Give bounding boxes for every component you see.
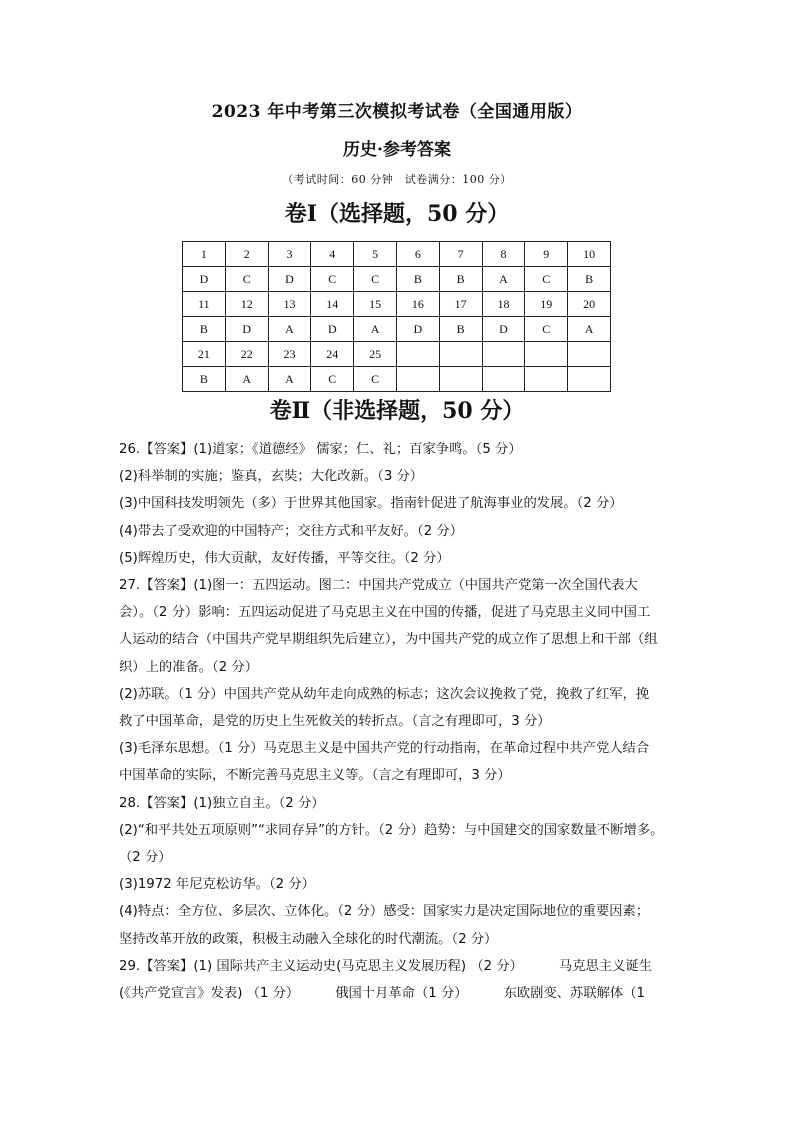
answer-line: (2)苏联。（1 分）中国共产党从幼年走向成熟的标志；这次会议挽救了党，挽救了红军，挽 (119, 686, 650, 702)
answer-line: 救了中国革命，是党的历史上生死攸关的转折点。（言之有理即可，3 分） (119, 714, 551, 730)
answer-cell: C (354, 367, 397, 392)
answer-cell: B (439, 317, 482, 342)
question-number-cell: 2 (225, 242, 268, 267)
answer-cell: A (354, 317, 397, 342)
choice-answer-table (182, 241, 611, 392)
answer-cell: D (268, 267, 311, 292)
answer-line: (4)带去了受欢迎的中国特产；交往方式和平友好。（2 分） (119, 523, 463, 539)
answer-cell (482, 367, 525, 392)
answer-cell: B (439, 267, 482, 292)
question-number-cell (396, 342, 439, 367)
question-number-cell: 20 (568, 292, 611, 317)
answer-line: 织）上的准备。（2 分） (119, 659, 259, 675)
question-number-row (183, 342, 611, 367)
question-number-cell: 5 (354, 242, 397, 267)
answer-line: 会）。（2 分）影响：五四运动促进了马克思主义在中国的传播，促进了马克思主义同中国工 (119, 605, 651, 621)
question-number-cell (482, 342, 525, 367)
answer-cell: D (225, 317, 268, 342)
question-number-cell: 25 (354, 342, 397, 367)
answer-line: 27.【答案】(1)图一：五四运动。图二：中国共产党成立（中国共产党第一次全国代表大 (119, 578, 638, 594)
question-number-cell: 1 (183, 242, 226, 267)
answer-cell: A (225, 367, 268, 392)
answer-cell: A (268, 367, 311, 392)
answer-cell: C (354, 267, 397, 292)
answer-cell (439, 367, 482, 392)
q29-text-c: (《共产党宣言》发表) （1 分） (119, 986, 300, 1002)
answer-cell: B (568, 267, 611, 292)
answer-cell (568, 367, 611, 392)
question-number-cell: 22 (225, 342, 268, 367)
answer-line: (2)“和平共处五项原则”“求同存异”的方针。（2 分）趋势：与中国建交的国家数量不断增多。 (119, 822, 664, 838)
answer-cell: C (525, 267, 568, 292)
answer-cell: C (311, 367, 354, 392)
answer-cell (396, 367, 439, 392)
question-number-cell: 18 (482, 292, 525, 317)
question-number-cell: 13 (268, 292, 311, 317)
answer-line: （2 分） (119, 850, 172, 866)
answer-cell: C (311, 267, 354, 292)
answer-line-q29-1 (119, 953, 684, 980)
q29-text-a: 29.【答案】(1) 国际共产主义运动史(马克思主义发展历程) （2 分） (119, 958, 523, 974)
question-number-cell: 11 (183, 292, 226, 317)
answer-cell: B (396, 267, 439, 292)
q29-text-d: 俄国十月革命（1 分） (335, 986, 468, 1002)
answer-cell: D (311, 317, 354, 342)
answer-cell: B (183, 317, 226, 342)
question-number-cell: 9 (525, 242, 568, 267)
answer-cell: D (482, 317, 525, 342)
question-number-cell: 12 (225, 292, 268, 317)
answer-cell: A (568, 317, 611, 342)
question-number-cell: 24 (311, 342, 354, 367)
answer-cell: D (183, 267, 226, 292)
answer-line: (3)中国科技发明领先（多）于世界其他国家。指南针促进了航海事业的发展。（2 分） (119, 496, 623, 512)
page-subtitle: 历史·参考答案 (343, 140, 451, 160)
answer-line: (3)毛泽东思想。（1 分）马克思主义是中国共产党的行动指南，在革命过程中共产党人结合 (119, 741, 650, 757)
answer-text (119, 436, 684, 1007)
question-number-cell: 21 (183, 342, 226, 367)
answer-line: (2)科举制的实施；鉴真，玄奘；大化改新。（3 分） (119, 469, 424, 485)
answer-cell: A (482, 267, 525, 292)
answer-line: 26.【答案】(1)道家；《道德经》 儒家；仁、礼；百家争鸣。（5 分） (119, 442, 522, 457)
answer-row (183, 267, 611, 292)
question-number-cell (568, 342, 611, 367)
section1-heading: 卷Ⅰ（选择题，50 分） (284, 201, 510, 227)
answer-cell: D (396, 317, 439, 342)
question-number-cell: 6 (396, 242, 439, 267)
question-number-cell: 8 (482, 242, 525, 267)
answer-line: 人运动的结合（中国共产党早期组织先后建立），为中国共产党的成立作了思想上和干部（组 (119, 632, 658, 648)
question-number-cell: 17 (439, 292, 482, 317)
answer-row (183, 367, 611, 392)
question-number-cell: 7 (439, 242, 482, 267)
question-number-cell: 14 (311, 292, 354, 317)
answer-cell (525, 367, 568, 392)
answer-cell: B (183, 367, 226, 392)
section2-heading: 卷Ⅱ（非选择题，50 分） (269, 398, 525, 424)
question-number-cell: 19 (525, 292, 568, 317)
question-number-cell: 16 (396, 292, 439, 317)
question-number-cell: 15 (354, 292, 397, 317)
q29-text-b: 马克思主义诞生 (558, 958, 652, 974)
answer-line: 坚持改革开放的政策，积极主动融入全球化的时代潮流。（2 分） (119, 931, 498, 947)
question-number-cell: 4 (311, 242, 354, 267)
answer-row (183, 317, 611, 342)
answer-line: (5)辉煌历史，伟大贡献，友好传播，平等交往。（2 分） (119, 550, 450, 566)
question-number-cell (525, 342, 568, 367)
question-number-cell: 23 (268, 342, 311, 367)
question-number-row (183, 292, 611, 317)
answer-cell: C (525, 317, 568, 342)
answer-line: 28.【答案】(1)独立自主。（2 分） (119, 795, 325, 811)
question-number-cell: 10 (568, 242, 611, 267)
answer-line: (4)特点：全方位、多层次、立体化。（2 分）感受：国家实力是决定国际地位的重要因素； (119, 904, 650, 920)
answer-line: 中国革命的实际，不断完善马克思主义等。（言之有理即可，3 分） (119, 768, 511, 784)
answer-line: (3)1972 年尼克松访华。（2 分） (119, 877, 315, 893)
question-number-cell: 3 (268, 242, 311, 267)
q29-text-e: 东欧剧变、苏联解体（1 (503, 986, 645, 1002)
question-number-cell (439, 342, 482, 367)
answer-line-q29-2 (119, 980, 684, 1007)
exam-meta: （考试时间：60 分钟 试卷满分：100 分） (282, 173, 512, 186)
answer-cell: C (225, 267, 268, 292)
question-number-row (183, 242, 611, 267)
answer-cell: A (268, 317, 311, 342)
page-title: 2023 年中考第三次模拟考试卷（全国通用版） (211, 102, 583, 122)
